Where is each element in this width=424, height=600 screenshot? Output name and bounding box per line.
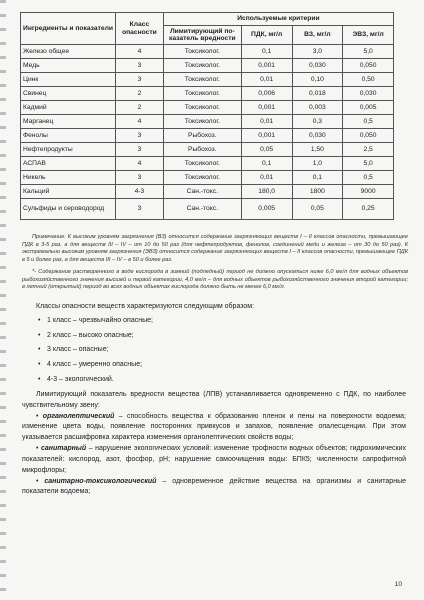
cell-vz: 0,10 <box>292 73 343 87</box>
cell-lpv: Сан.-токс. <box>163 199 241 220</box>
cell-ingredient: Свинец <box>21 87 116 101</box>
cell-lpv: Токсиколог. <box>163 115 241 129</box>
body-text <box>22 302 406 499</box>
cell-class: 4-3 <box>116 185 164 199</box>
cell-lpv: Токсиколог. <box>163 157 241 171</box>
bullet-icon: • <box>38 361 41 369</box>
cell-pdk: 0,001 <box>241 129 292 143</box>
cell-evz: 0,50 <box>343 73 394 87</box>
header-evz: ЭВЗ, мг/л <box>343 26 394 45</box>
cell-vz: 1800 <box>292 185 343 199</box>
criteria-table <box>20 12 394 220</box>
cell-lpv: Сан.-токс. <box>163 185 241 199</box>
cell-class: 3 <box>116 199 164 220</box>
cell-ingredient: Марганец <box>21 115 116 129</box>
cell-vz: 1,0 <box>292 157 343 171</box>
class-label: 2 класс – высоко опасные; <box>47 331 134 339</box>
page-number: 10 <box>394 581 402 588</box>
table-row <box>21 129 394 143</box>
header-vz: ВЗ, мг/л <box>292 26 343 45</box>
table-row <box>21 143 394 157</box>
cell-evz: 0,030 <box>343 87 394 101</box>
cell-ingredient: Никель <box>21 171 116 185</box>
cell-vz: 0,3 <box>292 115 343 129</box>
santox-term: санитарно-токсикологический <box>44 477 157 485</box>
list-item <box>38 345 406 356</box>
cell-evz: 0,5 <box>343 115 394 129</box>
cell-pdk: 0,01 <box>241 115 292 129</box>
bullet-icon: • <box>36 477 39 485</box>
cell-lpv: Токсиколог. <box>163 59 241 73</box>
cell-ingredient: Нефтепродукты <box>21 143 116 157</box>
cell-ingredient: Кадмий <box>21 101 116 115</box>
header-class: Класс опасности <box>116 13 164 45</box>
table-body <box>21 45 394 220</box>
list-item <box>38 316 406 327</box>
cell-vz: 0,018 <box>292 87 343 101</box>
cell-vz: 0,003 <box>292 101 343 115</box>
cell-lpv: Токсиколог. <box>163 101 241 115</box>
list-item <box>38 331 406 342</box>
cell-ingredient: Сульфиды и сероводород <box>21 199 116 220</box>
note-oxygen: *- Содержание растворенного в воде кислорода в зимний (подледный) период не должно опускаться ниже 6,0 мг/л для водных объектов рыбохозяйственного значения высшей и первой категории, 4,0 мг/л – для водных объектов рыбохозяйственного значения второй категории; в летний (открытый) период во всех водных объектах кислорода должно быть не менее 6,0 мг/л. <box>22 269 408 291</box>
header-criteria-group: Используемые критерии <box>163 13 393 26</box>
organoleptic-text: – способность вещества к образованию пленок и пены на поверхности водоема; изменение цвета воды, появление посторонних привкусов и запахов, появление опалесценции. При этом указывается расшифровка характера изменения органолептических свойств воды; <box>22 412 406 442</box>
class-label: 4-3 – экологический. <box>47 376 114 384</box>
lpv-paragraph: Лимитирующий показатель вредности вещества (ЛПВ) устанавливается одновременно с ПДК, по наиболее чувствительному звену: <box>22 390 406 409</box>
list-item <box>38 375 406 386</box>
cell-pdk: 0,05 <box>241 143 292 157</box>
cell-lpv: Рыбохоз. <box>163 129 241 143</box>
organoleptic-paragraph <box>22 412 406 445</box>
cell-pdk: 0,005 <box>241 199 292 220</box>
bullet-icon: • <box>36 445 39 453</box>
class-label: 4 класс – умеренно опасные; <box>47 361 143 369</box>
binding-edge <box>0 0 6 600</box>
class-list <box>22 316 406 386</box>
table-row <box>21 171 394 185</box>
santox-paragraph <box>22 477 406 499</box>
cell-lpv: Токсиколог. <box>163 87 241 101</box>
cell-pdk: 0,001 <box>241 59 292 73</box>
class-label: 1 класс – чрезвычайно опасные; <box>47 316 153 324</box>
class-label: 3 класс – опасные; <box>47 346 109 354</box>
cell-class: 4 <box>116 45 164 59</box>
cell-evz: 0,5 <box>343 171 394 185</box>
bullet-icon: • <box>38 376 41 384</box>
cell-ingredient: Медь <box>21 59 116 73</box>
table-row <box>21 73 394 87</box>
table-row <box>21 87 394 101</box>
table-row <box>21 101 394 115</box>
table-row <box>21 157 394 171</box>
cell-class: 3 <box>116 73 164 87</box>
cell-evz: 2,5 <box>343 143 394 157</box>
cell-pdk: 180,0 <box>241 185 292 199</box>
cell-class: 4 <box>116 115 164 129</box>
cell-ingredient: Кальций <box>21 185 116 199</box>
table-row <box>21 185 394 199</box>
table-row <box>21 59 394 73</box>
cell-ingredient: Фенолы <box>21 129 116 143</box>
santox-text: – одновременное действие вещества на организмы и санитарные показатели водоема; <box>22 477 406 496</box>
cell-pdk: 0,01 <box>241 73 292 87</box>
bullet-icon: • <box>38 346 41 354</box>
bullet-icon: • <box>38 331 41 339</box>
cell-class: 3 <box>116 59 164 73</box>
cell-class: 3 <box>116 143 164 157</box>
list-item <box>38 360 406 371</box>
cell-evz: 0,005 <box>343 101 394 115</box>
sanitary-paragraph <box>22 444 406 477</box>
cell-pdk: 0,1 <box>241 45 292 59</box>
cell-evz: 0,050 <box>343 129 394 143</box>
cell-vz: 1,50 <box>292 143 343 157</box>
cell-lpv: Токсиколог. <box>163 45 241 59</box>
header-pdk: ПДК, мг/л <box>241 26 292 45</box>
cell-vz: 3,0 <box>292 45 343 59</box>
cell-pdk: 0,001 <box>241 101 292 115</box>
cell-evz: 5,0 <box>343 157 394 171</box>
table-notes <box>22 234 408 292</box>
bullet-icon: • <box>38 316 41 324</box>
sanitary-text: – нарушение экологических условий: изменение трофности водных объектов; гидрохимических показателей: кислород, азот, фосфор, pH; нарушение самоочищения воды: БПК5; численности сапрофитной микрофлоры; <box>22 445 406 474</box>
cell-ingredient: Железо общее <box>21 45 116 59</box>
cell-ingredient: Цинк <box>21 73 116 87</box>
cell-lpv: Токсиколог. <box>163 171 241 185</box>
bullet-icon: • <box>36 412 39 420</box>
cell-pdk: 0,1 <box>241 157 292 171</box>
sanitary-term: санитарный <box>41 445 87 453</box>
page-content <box>16 12 412 498</box>
header-lpv: Лимитирующий по-казатель вредности <box>163 26 241 45</box>
table-row <box>21 115 394 129</box>
cell-pdk: 0,006 <box>241 87 292 101</box>
table-row <box>21 199 394 220</box>
cell-vz: 0,1 <box>292 171 343 185</box>
header-ingredient: Ингредиенты и показатели <box>21 13 116 45</box>
cell-class: 4 <box>116 157 164 171</box>
cell-vz: 0,030 <box>292 59 343 73</box>
classes-intro: Классы опасности веществ характеризуются следующим образом: <box>36 302 255 310</box>
cell-evz: 0,25 <box>343 199 394 220</box>
table-row <box>21 45 394 59</box>
cell-lpv: Рыбохоз. <box>163 143 241 157</box>
cell-class: 2 <box>116 101 164 115</box>
organoleptic-term: органолептический <box>42 412 115 420</box>
cell-vz: 0,030 <box>292 129 343 143</box>
cell-ingredient: АСПАВ <box>21 157 116 171</box>
cell-lpv: Токсиколог. <box>163 73 241 87</box>
cell-evz: 9000 <box>343 185 394 199</box>
cell-class: 2 <box>116 87 164 101</box>
note-levels: Примечание: К высоким уровням загрязнения (ВЗ) относится содержание загрязняющих веществ I – II классов опасности, превышающее ПДК в 3-5 раз, а для веществ III – IV – от 10 до 50 раз (для нефтепродуктов, фенолов, соединений меди и железа – от 30 до 50 раз). К экстремально высоким уровням загрязнения (ЭВЗ) относится содержание загрязняющих веществ I – II классов опасности, превышающее ПДК в 5 и более раз, а для веществ III – IV – в 50 и более раз. <box>22 234 408 263</box>
cell-class: 3 <box>116 129 164 143</box>
cell-pdk: 0,01 <box>241 171 292 185</box>
cell-vz: 0,05 <box>292 199 343 220</box>
cell-evz: 0,050 <box>343 59 394 73</box>
cell-class: 3 <box>116 171 164 185</box>
cell-evz: 5,0 <box>343 45 394 59</box>
